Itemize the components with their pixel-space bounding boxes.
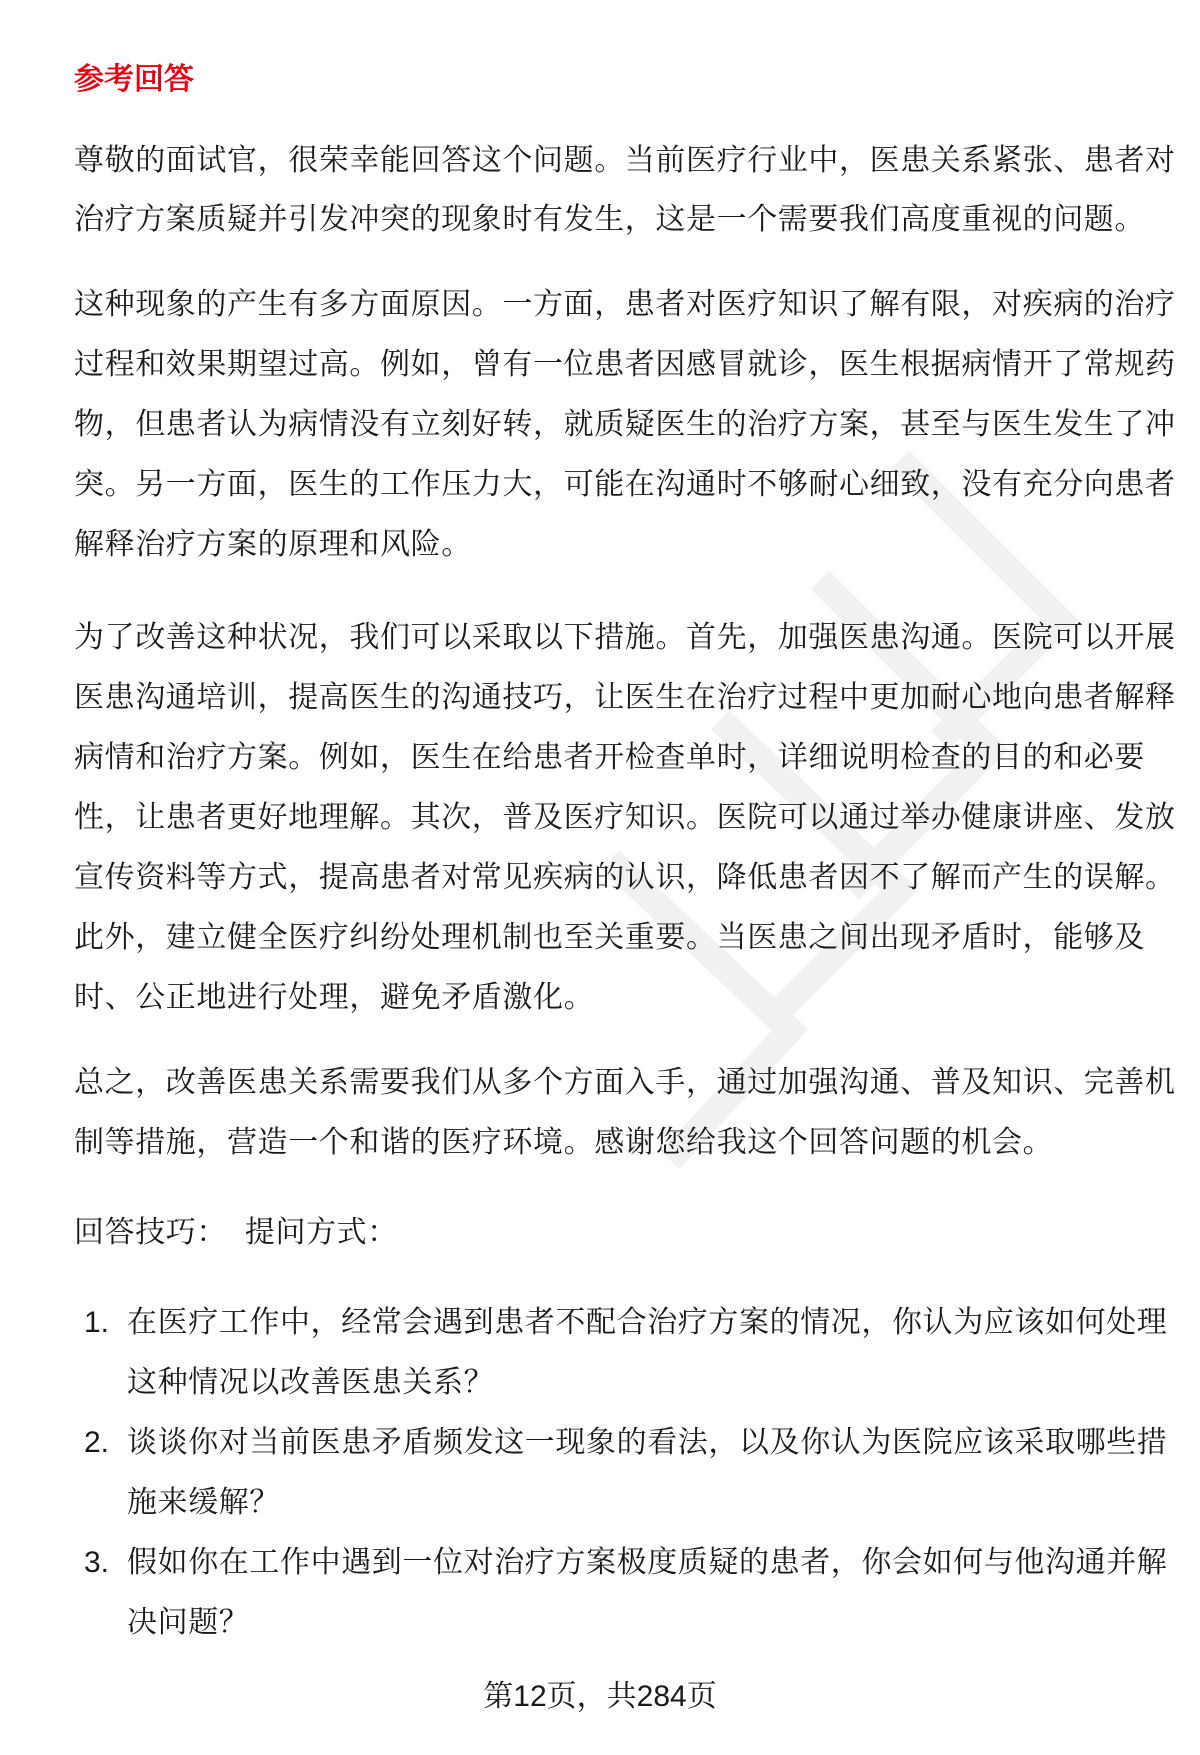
question-item-line: 施来缓解？ bbox=[127, 1486, 280, 1519]
section-title: 参考回答 bbox=[74, 63, 194, 96]
paragraph-3-line: 病情和治疗方案。例如，医生在给患者开检查单时，详细说明检查的目的和必要 bbox=[74, 741, 1145, 774]
paragraph-2-line: 这种现象的产生有多方面原因。一方面，患者对医疗知识了解有限，对疾病的治疗 bbox=[74, 288, 1176, 321]
list-number: 1. bbox=[84, 1306, 110, 1339]
paragraph-3-line: 此外，建立健全医疗纠纷处理机制也至关重要。当医患之间出现矛盾时，能够及 bbox=[74, 921, 1145, 954]
question-item-line: 决问题？ bbox=[127, 1606, 250, 1639]
paragraph-1-line: 尊敬的面试官，很荣幸能回答这个问题。当前医疗行业中，医患关系紧张、患者对 bbox=[74, 144, 1176, 177]
paragraph-3-line: 时、公正地进行处理，避免矛盾激化。 bbox=[74, 981, 595, 1014]
paragraph-3-line: 性，让患者更好地理解。其次，普及医疗知识。医院可以通过举办健康讲座、发放 bbox=[74, 801, 1176, 834]
paragraph-3-line: 为了改善这种状况，我们可以采取以下措施。首先，加强医患沟通。医院可以开展 bbox=[74, 621, 1176, 654]
paragraph-3-line: 宣传资料等方式，提高患者对常见疾病的认识，降低患者因不了解而产生的误解。 bbox=[74, 861, 1176, 894]
list-number: 3. bbox=[84, 1546, 110, 1579]
paragraph-4-line: 制等措施，营造一个和谐的医疗环境。感谢您给我这个回答问题的机会。 bbox=[74, 1126, 1054, 1159]
paragraph-2-line: 解释治疗方案的原理和风险。 bbox=[74, 528, 472, 561]
paragraph-2-line: 物，但患者认为病情没有立刻好转，就质疑医生的治疗方案，甚至与医生发生了冲 bbox=[74, 408, 1176, 441]
paragraph-3-line: 医患沟通培训，提高医生的沟通技巧，让医生在治疗过程中更加耐心地向患者解释 bbox=[74, 681, 1176, 714]
paragraph-2-line: 过程和效果期望过高。例如，曾有一位患者因感冒就诊，医生根据病情开了常规药 bbox=[74, 348, 1176, 381]
paragraph-2-line: 突。另一方面，医生的工作压力大，可能在沟通时不够耐心细致，没有充分向患者 bbox=[74, 468, 1176, 501]
question-item-line: 谈谈你对当前医患矛盾频发这一现象的看法，以及你认为医院应该采取哪些措 bbox=[127, 1426, 1168, 1459]
list-number: 2. bbox=[84, 1426, 110, 1459]
question-item-line: 假如你在工作中遇到一位对治疗方案极度质疑的患者，你会如何与他沟通并解 bbox=[127, 1546, 1168, 1579]
question-item-line: 这种情况以改善医患关系？ bbox=[127, 1366, 495, 1399]
paragraph-1-line: 治疗方案质疑并引发冲突的现象时有发生，这是一个需要我们高度重视的问题。 bbox=[74, 203, 1145, 236]
page-number: 第12页，共284页 bbox=[483, 1680, 717, 1713]
paragraph-4-line: 总之，改善医患关系需要我们从多个方面入手，通过加强沟通、普及知识、完善机 bbox=[74, 1066, 1176, 1099]
question-item-line: 在医疗工作中，经常会遇到患者不配合治疗方案的情况，你认为应该如何处理 bbox=[127, 1306, 1168, 1339]
tips-label: 回答技巧： 提问方式： bbox=[74, 1216, 398, 1249]
